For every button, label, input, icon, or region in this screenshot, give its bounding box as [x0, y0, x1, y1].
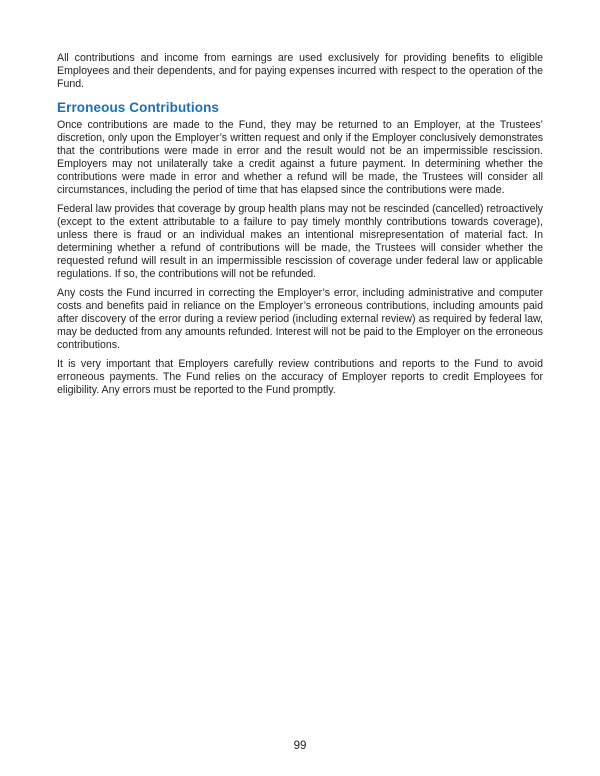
paragraph-line: Any costs the Fund incurred in correcting the Employer’s error, including administrative and computer	[57, 287, 543, 299]
paragraph-line: after discovery of the error during a review period (including external review) as required by federal law,	[57, 313, 543, 325]
paragraph-line: unless there is fraud or an individual makes an intentional misrepresentation of material fact. In	[57, 229, 543, 241]
paragraph-line: It is very important that Employers carefully review contributions and reports to the Fund to avoid	[57, 358, 543, 370]
paragraph-line: may be deducted from any amounts refunded. Interest will not be paid to the Employer on the erroneous	[57, 326, 543, 338]
paragraph-line: Once contributions are made to the Fund, they may be returned to an Employer, at the Trustees’	[57, 119, 543, 131]
paragraph-line: Employers may not unilaterally take a credit against a future payment. In determining whether the	[57, 158, 543, 170]
paragraph-line: requested refund will result in an impermissible rescission of coverage under federal law or applicable	[57, 255, 543, 267]
paragraph-line: (except to the extent attributable to a failure to pay timely monthly contributions towards coverage),	[57, 216, 543, 228]
paragraph-line: All contributions and income from earnings are used exclusively for providing benefits to eligible	[57, 52, 543, 64]
paragraph-line: contributions were made in error and whether a refund will be made, the Trustees will consider all	[57, 171, 543, 183]
paragraph-line: eligibility. Any errors must be reported to the Fund promptly.	[57, 384, 336, 396]
paragraph	[57, 203, 543, 281]
paragraph-line: Federal law provides that coverage by group health plans may not be rescinded (cancelled) retroactively	[57, 203, 543, 215]
paragraph-line: Fund.	[57, 78, 85, 90]
paragraph-line: erroneous payments. The Fund relies on the accuracy of Employer reports to credit Employees for	[57, 371, 543, 383]
paragraph-line: contributions.	[57, 339, 121, 351]
section-heading: Erroneous Contributions	[57, 100, 220, 115]
paragraph-line: determining whether a refund of contributions will be made, the Trustees will consider whether the	[57, 242, 543, 254]
paragraph-line: costs and benefits paid in reliance on the Employer’s erroneous contributions, including amounts paid	[57, 300, 543, 312]
paragraph-line: regulations. If so, the contributions will not be refunded.	[57, 268, 317, 280]
paragraph-line: that the contributions were made in error and the result would not be an impermissible rescission.	[57, 145, 543, 157]
paragraph-line: circumstances, including the period of time that has elapsed since the contributions were made.	[57, 184, 505, 196]
page-number: 99	[293, 740, 307, 752]
paragraph	[57, 119, 543, 197]
paragraph	[57, 287, 543, 352]
paragraph	[57, 358, 543, 397]
document-content	[57, 52, 543, 403]
paragraph-line: Employees and their dependents, and for paying expenses incurred with respect to the operation of the	[57, 65, 543, 77]
paragraph	[57, 52, 543, 91]
paragraph-line: discretion, only upon the Employer’s written request and only if the Employer conclusively demonstrates	[57, 132, 543, 144]
